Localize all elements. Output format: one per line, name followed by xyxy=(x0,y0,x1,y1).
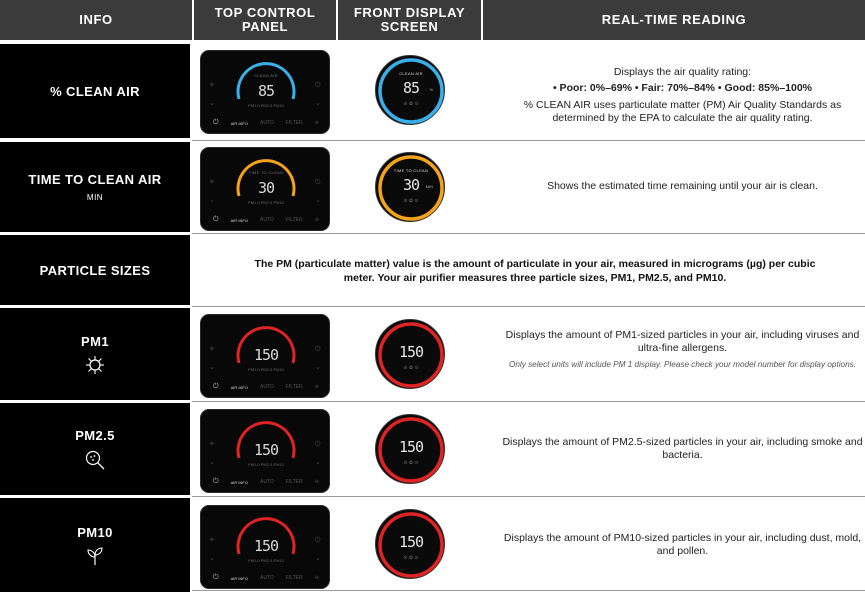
panel-value: 85 xyxy=(257,82,275,100)
panel-bottom-caption: PM1.0 PM2.5 PM10 xyxy=(248,462,284,467)
reading-particle-sizes: The PM (particulate matter) value is the amount of particulate in your air, measured in micrograms (µg) per cubic meter. Your air purifier measures three particle sizes, PM1, PM2.5, and PM10. xyxy=(254,258,816,284)
virus-icon xyxy=(85,355,105,375)
panel-value: 30 xyxy=(257,179,275,197)
air-info-label: AIR INFO xyxy=(230,384,248,390)
label-pm1 xyxy=(0,308,190,400)
panel-value: 150 xyxy=(253,537,279,555)
label-particle-sizes xyxy=(0,235,190,305)
panel-caption: CLEAN AIR xyxy=(254,73,278,78)
reading-clean-air xyxy=(500,66,865,125)
label-pm10 xyxy=(0,498,190,592)
front-display-pm1 xyxy=(375,319,445,389)
magnifier-icon xyxy=(84,449,106,471)
power-icon: ⏻ xyxy=(213,119,219,126)
front-display-pm10 xyxy=(375,509,445,579)
power-icon: ⏻ xyxy=(213,216,219,223)
power-icon: ⏻ xyxy=(213,383,219,390)
power-icon: ⏻ xyxy=(213,574,219,581)
status-icons: ⊘ ✿ ⊙ xyxy=(403,101,419,107)
lock-icon: ⊖ xyxy=(314,120,319,126)
panel-value: 150 xyxy=(253,346,279,364)
lock-icon: ⊖ xyxy=(314,217,319,223)
reading-time-to-clean: Shows the estimated time remaining until your air is clean. xyxy=(547,180,818,192)
panel-bottom-caption: PM1.0 PM2.5 PM10 xyxy=(248,558,284,563)
air-info-label: AIR INFO xyxy=(230,120,248,126)
panel-bottom-caption: PM1.0 PM2.5 PM10 xyxy=(248,367,284,372)
top-panel-pm10: ✳ ⌄ ⏻ ⌄ 150 PM1.0 PM2.5 PM10 ⏻ AIR INFO AUTO FILTER ⊖ xyxy=(200,505,330,589)
front-display-time-to-clean xyxy=(375,152,445,222)
header-info: INFO xyxy=(0,0,192,40)
label-clean-air xyxy=(0,44,190,138)
header-reading: REAL-TIME READING xyxy=(483,0,865,40)
plant-icon xyxy=(85,546,105,566)
front-unit: % xyxy=(429,87,433,92)
reading-ratings: • Poor: 0%–69% • Fair: 70%–84% • Good: 85%–100% xyxy=(552,82,813,94)
header-top-panel: TOP CONTROL PANEL xyxy=(194,0,336,40)
power-icon: ⏻ xyxy=(213,478,219,485)
label-pm1-text: PM1 xyxy=(81,333,109,349)
front-value: 150 xyxy=(398,438,424,456)
panel-caption: TIME TO CLEAN xyxy=(248,170,284,175)
status-icons: ⊘ ✿ ⊙ xyxy=(403,460,419,466)
front-display-pm25 xyxy=(375,414,445,484)
air-info-label: AIR INFO xyxy=(230,217,248,223)
reading-intro: Displays the air quality rating: xyxy=(613,66,752,78)
front-value: 30 xyxy=(402,176,420,194)
reading-pm1-note: Only select units will include PM 1 display. Please check your model number for display options. xyxy=(508,360,857,369)
reading-pm25: Displays the amount of PM2.5-sized particles in your air, including smoke and bacteria. xyxy=(502,436,863,461)
air-info-label: AIR INFO xyxy=(230,575,248,581)
reading-pm1-desc: Displays the amount of PM1-sized particles in your air, including viruses and ultra-fine allergens. xyxy=(505,329,860,354)
top-panel-time-to-clean: ✳ ⌄ ⏻ ⌄ TIME TO CLEAN 30 PM1.0 PM2.5 PM10 ⏻ AIR INFO AUTO FILTER ⊖ xyxy=(200,147,330,231)
front-value: 150 xyxy=(398,533,424,551)
reading-detail: % CLEAN AIR uses particulate matter (PM) Air Quality Standards as determined by the EPA to calculate the air quality rating. xyxy=(523,99,842,124)
front-display-clean-air xyxy=(375,55,445,125)
label-clean-air-text: % CLEAN AIR xyxy=(50,83,140,99)
label-pm25 xyxy=(0,403,190,495)
air-info-label: AIR INFO xyxy=(230,479,248,485)
label-time-unit: MIN xyxy=(86,193,104,202)
panel-value: 150 xyxy=(253,441,279,459)
label-time-text: TIME TO CLEAN AIR xyxy=(28,172,162,187)
label-pm10-text: PM10 xyxy=(77,524,113,540)
top-panel-clean-air: ✳ ⌄ ⏻ ⌄ CLEAN AIR 85 PM1.0 PM2.5 PM10 ⏻ AIR INFO AUTO FILTER ⊖ xyxy=(200,50,330,134)
front-value: 150 xyxy=(398,343,424,361)
front-value: 85 xyxy=(402,79,420,97)
label-pm25-text: PM2.5 xyxy=(75,427,115,443)
label-time-to-clean xyxy=(0,142,190,232)
lock-icon: ⊖ xyxy=(314,384,319,390)
front-caption: TIME TO CLEAN xyxy=(393,168,429,173)
lock-icon: ⊖ xyxy=(314,575,319,581)
status-icons: ⊘ ✿ ⊙ xyxy=(403,555,419,561)
top-panel-pm1: ✳ ⌄ ⏻ ⌄ 150 PM1.0 PM2.5 PM10 ⏻ AIR INFO AUTO FILTER ⊖ xyxy=(200,314,330,398)
status-icons: ⊘ ✿ ⊙ xyxy=(403,198,419,204)
front-caption: CLEAN AIR xyxy=(399,71,423,76)
label-particle-text: PARTICLE SIZES xyxy=(39,262,151,278)
header-front-display: FRONT DISPLAY SCREEN xyxy=(338,0,481,40)
reading-pm1 xyxy=(500,329,865,370)
top-panel-pm25: ✳ ⌄ ⏻ ⌄ 150 PM1.0 PM2.5 PM10 ⏻ AIR INFO AUTO FILTER ⊖ xyxy=(200,409,330,493)
panel-bottom-caption: PM1.0 PM2.5 PM10 xyxy=(248,200,284,205)
panel-bottom-caption: PM1.0 PM2.5 PM10 xyxy=(248,103,284,108)
reading-pm10: Displays the amount of PM10-sized particles in your air, including dust, mold, and pollen. xyxy=(503,532,862,557)
front-unit: MIN xyxy=(425,184,433,189)
lock-icon: ⊖ xyxy=(314,479,319,485)
status-icons: ⊘ ✿ ⊙ xyxy=(403,365,419,371)
